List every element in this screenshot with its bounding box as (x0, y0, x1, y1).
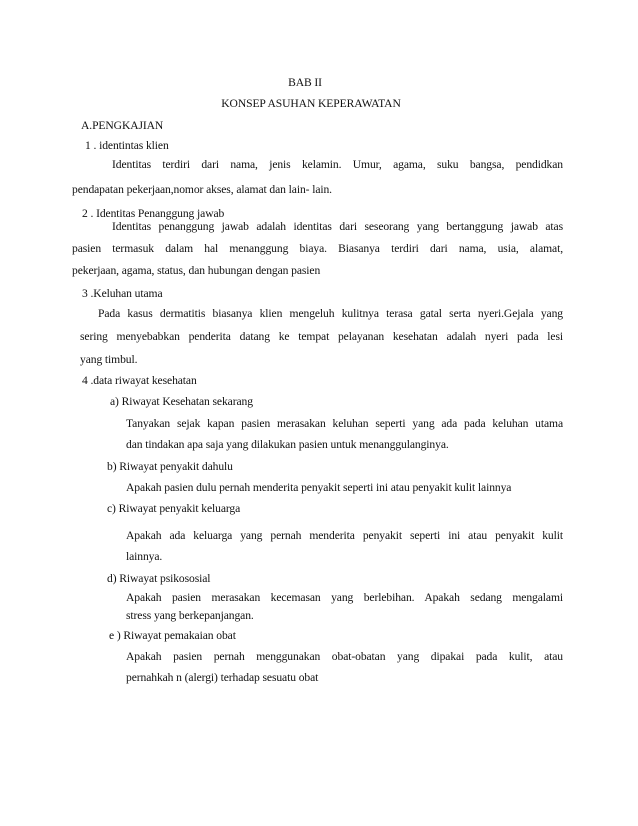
sub-c-line-2: lainnya. (126, 550, 163, 563)
item-1-line-2: pendapatan pekerjaan,nomor akses, alamat dan lain- lain. (72, 183, 332, 196)
sub-e-title: e ) Riwayat pemakaian obat (109, 629, 236, 642)
section-title: A.PENGKAJIAN (81, 119, 164, 132)
sub-d-title: d) Riwayat psikososial (107, 572, 211, 585)
item-3-line-1: Pada kasus dermatitis biasanya klien mengeluh kulitnya terasa gatal serta nyeri.Gejala yang (98, 307, 563, 320)
item-3-line-2: sering menyebabkan penderita datang ke tempat pelayanan kesehatan adalah nyeri pada lesi (80, 330, 563, 343)
item-2-line-3: pekerjaan, agama, status, dan hubungan dengan pasien (72, 264, 321, 277)
item-3-line-3: yang timbul. (80, 353, 138, 366)
chapter-title: KONSEP ASUHAN KEPERAWATAN (221, 97, 401, 110)
sub-e-line-2: pernahkah n (alergi) terhadap sesuatu obat (126, 671, 319, 684)
item-2-line-1: Identitas penanggung jawab adalah identitas dari seseorang yang bertanggung jawab atas (112, 220, 563, 233)
sub-d-line-1: Apakah pasien merasakan kecemasan yang berlebihan. Apakah sedang mengalami (126, 591, 563, 604)
sub-c-title: c) Riwayat penyakit keluarga (107, 502, 241, 515)
sub-e-line-1: Apakah pasien pernah menggunakan obat-obatan yang dipakai pada kulit, atau (126, 650, 563, 663)
sub-c-line-1: Apakah ada keluarga yang pernah menderita penyakit seperti ini atau penyakit kulit (126, 529, 563, 542)
item-1-title: 1 . identintas klien (85, 139, 169, 152)
sub-a-title: a) Riwayat Kesehatan sekarang (110, 395, 253, 408)
item-2-line-2: pasien termasuk dalam hal menanggung biaya. Biasanya terdiri dari nama, usia, alamat, (72, 242, 563, 255)
item-2-title: 2 . Identitas Penanggung jawab (82, 207, 225, 220)
item-4-title: 4 .data riwayat kesehatan (82, 374, 197, 387)
sub-d-line-2: stress yang berkepanjangan. (126, 609, 254, 622)
sub-b-line-1: Apakah pasien dulu pernah menderita penyakit seperti ini atau penyakit kulit lainnya (126, 481, 512, 494)
sub-a-line-1: Tanyakan sejak kapan pasien merasakan keluhan seperti yang ada pada keluhan utama (126, 417, 563, 430)
chapter-label: BAB II (288, 76, 322, 89)
item-1-line-1: Identitas terdiri dari nama, jenis kelamin. Umur, agama, suku bangsa, pendidkan (112, 158, 563, 171)
item-3-title: 3 .Keluhan utama (82, 287, 163, 300)
sub-b-title: b) Riwayat penyakit dahulu (107, 460, 233, 473)
sub-a-line-2: dan tindakan apa saja yang dilakukan pasien untuk menanggulanginya. (126, 438, 449, 451)
